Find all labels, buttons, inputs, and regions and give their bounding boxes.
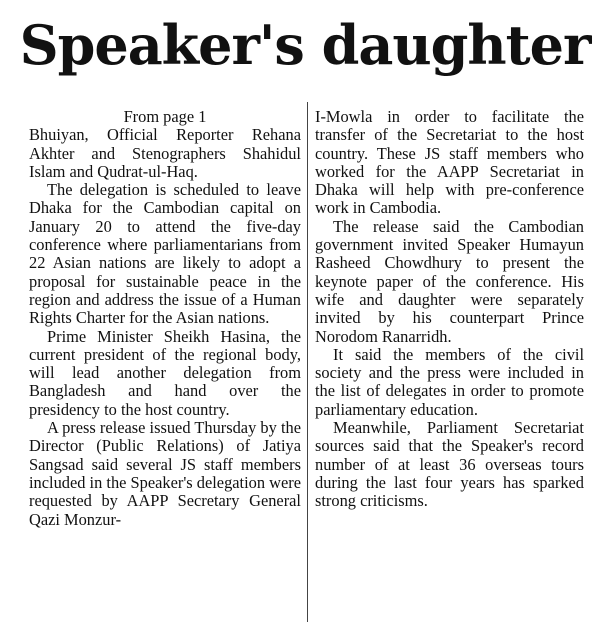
paragraph: Prime Minister Sheikh Hasina, the current president of the regional body, will lead another delegation from Bangladesh and hand over the presidency to the host country.: [29, 326, 301, 419]
continuation-note: From page 1: [123, 107, 207, 126]
paragraph: Meanwhile, Parliament Secretariat sources said that the Speaker's record number of at least 36 overseas tours during the last four years has sparked strong criticisms.: [315, 418, 584, 511]
column-divider: [307, 102, 308, 622]
article-column-left: [29, 108, 301, 529]
paragraph: Bhuiyan, Official Reporter Rehana Akhter and Stenographers Shahidul Islam and Qudrat-ul-Haq.: [29, 125, 301, 181]
paragraph: I-Mowla in order to facilitate the transfer of the Secretariat to the host country. These JS staff members who worked for the AAPP Secretariat in Dhaka will help with pre-conference work in Cambodia.: [315, 107, 584, 218]
article-column-right: [315, 108, 584, 511]
paragraph: A press release issued Thursday by the Director (Public Relations) of Jatiya Sangsad said several JS staff members included in the Speaker's delegation were requested by AAPP Secretary General Qazi Monzur-: [29, 418, 301, 529]
paragraph: The delegation is scheduled to leave Dhaka for the Cambodian capital on January 20 to attend the five-day conference where parliamentarians from 22 Asian nations are likely to adopt a proposal for sustainable peace in the region and address the issue of a Human Rights Charter for the Asian nations.: [29, 180, 301, 328]
paragraph: The release said the Cambodian government invited Speaker Humayun Rasheed Chowdhury to present the keynote paper of the conference. His wife and daughter were separately invited by his counterpart Prince Norodom Ranarridh.: [315, 216, 584, 346]
headline: Speaker's daughter: [19, 13, 591, 77]
paragraph: It said the members of the civil society and the press were included in the list of delegates in order to promote parliamentary education.: [315, 344, 584, 419]
